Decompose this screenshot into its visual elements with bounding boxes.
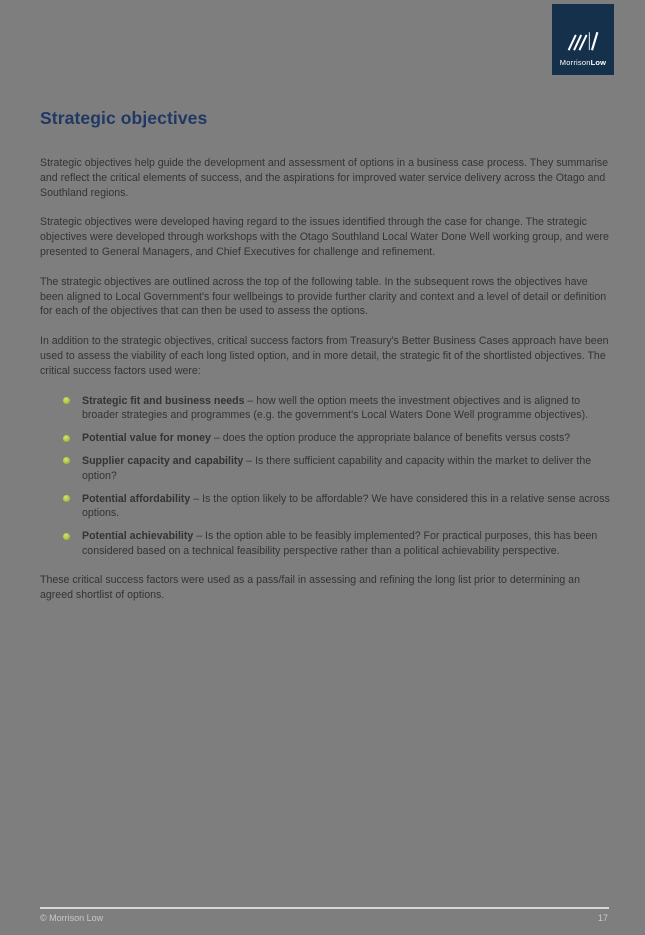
footer-page-number: 17 <box>597 913 608 923</box>
bullet-text: – Is there sufficient capability and capacity within the market to deliver the option? <box>82 454 592 482</box>
bullet-dot-icon <box>63 533 70 540</box>
paragraph-development: Strategic objectives were developed having regard to the issues identified through the case for change. The strategic objectives were developed through workshops with the Otago Southland Local Water Done Well working group, and were presented to General Managers, and Chief Executives for challenge and refinement. <box>40 216 609 258</box>
paragraph-intro: Strategic objectives help guide the development and assessment of options in a business case process. They summarise and reflect the critical elements of success, and the aspirations for improved water service delivery across the Otago and Southland regions. <box>40 157 609 199</box>
logo-wordmark-low: Low <box>590 58 607 67</box>
bullet-lead: Strategic fit and business needs <box>82 394 245 407</box>
list-item <box>40 492 612 522</box>
paragraph-closing: These critical success factors were used as a pass/fail in assessing and refining the long list prior to determining an agreed shortlist of options. <box>40 573 580 601</box>
bullet-dot-icon <box>63 495 70 502</box>
bullet-text: – how well the option meets the investment objectives and is aligned to broader strategies and programmes (e.g. the government's Local Waters Done Well programme objectives). <box>82 394 589 422</box>
critical-success-factor-list <box>40 394 612 559</box>
bullet-lead: Potential value for money <box>82 432 211 445</box>
paragraph-critical-success-factors: In addition to the strategic objectives, critical success factors from Treasury's Better Business Cases approach have been used to assess the viability of each long listed option, and in more detail, the strategic fit of the shortlisted objectives. The critical success factors used were: <box>40 335 609 377</box>
document-body <box>40 0 612 617</box>
list-item <box>40 431 612 446</box>
bullet-text: – Is the option able to be feasibly implemented? For practical purposes, this has been considered based on a technical feasibility perspective rather than a political achievability perspective. <box>82 530 598 557</box>
bullet-dot-icon <box>63 397 70 404</box>
bullet-lead: Potential achievability <box>82 530 194 543</box>
logo-wordmark-morrison: Morrison <box>559 58 591 67</box>
bullet-dot-icon <box>63 435 70 442</box>
bullet-text: – does the option produce the appropriate balance of benefits versus costs? <box>210 432 571 445</box>
bullet-lead: Potential affordability <box>82 492 191 505</box>
paragraph-table-alignment: The strategic objectives are outlined across the top of the following table. In the subsequent rows the objectives have been aligned to Local Government's four wellbeings to provide further clarity and context and a level of detail or definition for each of the objectives that can then be used to assess the options. <box>40 275 607 318</box>
list-item <box>40 529 612 559</box>
list-item <box>40 394 612 424</box>
bullet-lead: Supplier capacity and capability <box>82 454 244 467</box>
footer-divider <box>40 907 609 909</box>
list-item <box>40 454 612 484</box>
bullet-text: – Is the option likely to be affordable? We have considered this in a relative sense across options. <box>82 492 610 520</box>
page-title: Strategic objectives <box>40 108 208 128</box>
bullet-dot-icon <box>63 457 70 464</box>
footer-copyright: © Morrison Low <box>40 913 104 923</box>
